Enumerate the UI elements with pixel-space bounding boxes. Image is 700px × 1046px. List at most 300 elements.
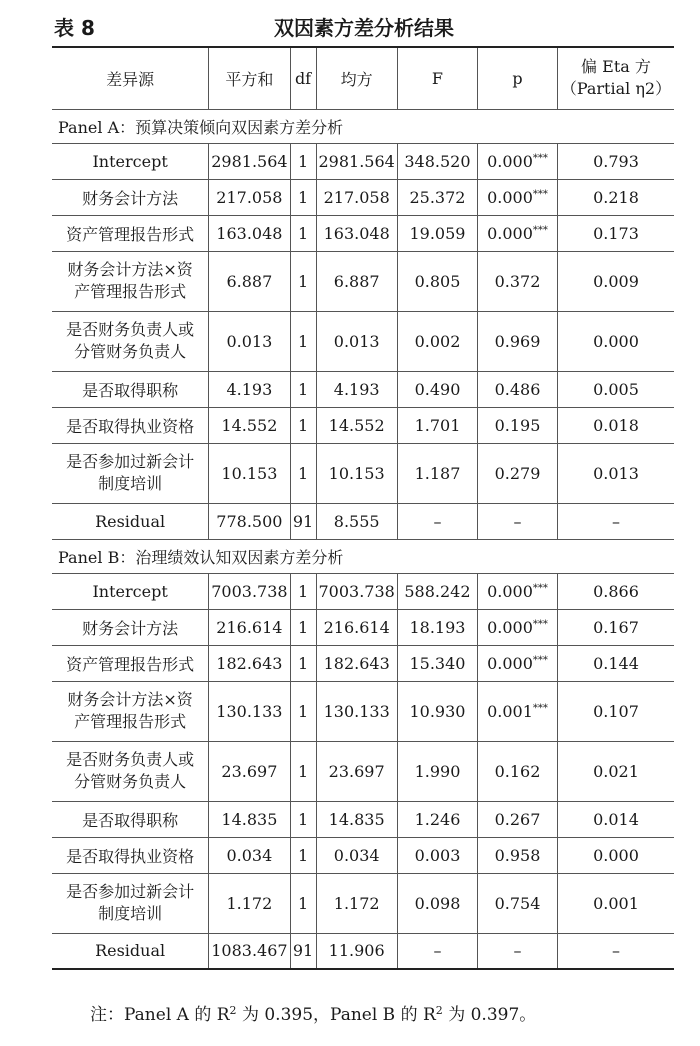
cell-f-value: 19.059 xyxy=(409,223,466,243)
cell-f xyxy=(397,311,477,371)
cell-eta xyxy=(557,873,674,933)
source-line1: 是否取得执业资格 xyxy=(66,416,195,436)
cell-ss-value: 130.133 xyxy=(216,701,283,721)
cell-df xyxy=(290,681,316,741)
table-row xyxy=(52,645,674,681)
cell-p-value: – xyxy=(513,941,522,961)
header-row xyxy=(52,47,674,109)
panel-title-row xyxy=(52,109,674,143)
cell-f xyxy=(397,837,477,873)
cell-eta-value: – xyxy=(611,511,620,531)
cell-df-value: 91 xyxy=(292,511,314,531)
source-line1: 资产管理报告形式 xyxy=(66,654,195,674)
significance-mark: *** xyxy=(532,188,548,200)
source-line1: 是否参加过新会计 xyxy=(66,882,195,901)
cell-p xyxy=(478,251,558,311)
source-line2: 制度培训 xyxy=(98,904,163,923)
cell-eta xyxy=(557,573,674,609)
source-line1: 是否取得职称 xyxy=(82,810,179,830)
cell-eta-value: 0.000 xyxy=(593,331,639,351)
cell-ss-value: 216.614 xyxy=(216,617,283,637)
cell-f-value: 0.002 xyxy=(414,331,461,351)
cell-ss xyxy=(209,933,290,969)
cell-ms xyxy=(316,837,397,873)
cell-p xyxy=(478,741,558,801)
header-df: df xyxy=(290,47,316,109)
table-caption xyxy=(54,8,674,44)
cell-f-value: 1.990 xyxy=(414,761,461,781)
cell-f-value: 25.372 xyxy=(409,187,466,207)
cell-eta xyxy=(557,311,674,371)
cell-p-value: 0.162 xyxy=(494,761,541,781)
cell-f-value: – xyxy=(433,511,442,531)
cell-df xyxy=(290,443,316,503)
cell-ms-value: 8.555 xyxy=(333,511,380,531)
cell-ms xyxy=(316,873,397,933)
cell-ss-value: 2981.564 xyxy=(211,151,288,171)
anova-table xyxy=(52,46,674,970)
cell-f xyxy=(397,143,477,179)
cell-p xyxy=(478,407,558,443)
cell-f-value: 588.242 xyxy=(404,581,471,601)
cell-ms xyxy=(316,251,397,311)
note-mid: 为 0.395，Panel B 的 R xyxy=(236,1005,436,1025)
cell-ms xyxy=(316,371,397,407)
cell-eta xyxy=(557,407,674,443)
cell-df-value: 1 xyxy=(297,223,309,243)
cell-eta-value: 0.107 xyxy=(593,701,639,721)
cell-df-value: 1 xyxy=(297,415,309,435)
cell-p-value: – xyxy=(513,511,522,531)
cell-p xyxy=(478,443,558,503)
table-body xyxy=(52,109,674,969)
cell-eta xyxy=(557,609,674,645)
cell-eta xyxy=(557,215,674,251)
cell-ms xyxy=(316,215,397,251)
cell-df xyxy=(290,933,316,969)
source-line1: 是否取得执业资格 xyxy=(66,846,195,866)
cell-ss-value: 0.034 xyxy=(226,845,273,865)
cell-df-value: 1 xyxy=(297,653,309,673)
source-line2: 产管理报告形式 xyxy=(74,282,187,301)
cell-f xyxy=(397,407,477,443)
cell-ss-value: 0.013 xyxy=(226,331,273,351)
cell-ss-value: 23.697 xyxy=(221,761,278,781)
cell-f xyxy=(397,251,477,311)
cell-f-value: 1.187 xyxy=(414,463,461,483)
cell-f xyxy=(397,873,477,933)
cell-f xyxy=(397,573,477,609)
source-line2: 分管财务负责人 xyxy=(74,342,187,361)
cell-eta-value: 0.144 xyxy=(593,653,639,673)
header-f: F xyxy=(397,47,477,109)
note-suffix: 为 0.397。 xyxy=(442,1005,537,1025)
cell-p xyxy=(478,371,558,407)
cell-df xyxy=(290,311,316,371)
cell-eta xyxy=(557,371,674,407)
cell-ss xyxy=(209,443,290,503)
table-row xyxy=(52,311,674,371)
header-source: 差异源 xyxy=(52,47,209,109)
cell-eta-value: 0.021 xyxy=(593,761,639,781)
cell-source xyxy=(52,371,209,407)
cell-df xyxy=(290,179,316,215)
significance-mark: *** xyxy=(532,224,548,236)
cell-ms xyxy=(316,741,397,801)
cell-ms xyxy=(316,503,397,539)
cell-eta-value: 0.167 xyxy=(593,617,639,637)
table-row xyxy=(52,873,674,933)
cell-eta-value: – xyxy=(611,941,620,961)
source-line1: 资产管理报告形式 xyxy=(66,224,195,244)
table-row xyxy=(52,407,674,443)
cell-ms-value: 0.034 xyxy=(333,845,380,865)
panel-title-row xyxy=(52,539,674,573)
cell-ms-value: 14.835 xyxy=(328,809,385,829)
cell-p xyxy=(478,933,558,969)
cell-source xyxy=(52,873,209,933)
cell-p-value: 0.000 xyxy=(487,653,533,673)
cell-df-value: 1 xyxy=(297,463,309,483)
cell-ss xyxy=(209,645,290,681)
cell-eta xyxy=(557,837,674,873)
cell-df xyxy=(290,503,316,539)
header-ms: 均方 xyxy=(316,47,397,109)
cell-df xyxy=(290,645,316,681)
note-sup-b: 2 xyxy=(435,1004,443,1017)
cell-ss-value: 217.058 xyxy=(216,187,283,207)
cell-f-value: 1.701 xyxy=(414,415,461,435)
cell-p-value: 0.754 xyxy=(494,893,541,913)
cell-eta xyxy=(557,443,674,503)
cell-ms xyxy=(316,407,397,443)
cell-ms xyxy=(316,681,397,741)
cell-f xyxy=(397,741,477,801)
cell-df xyxy=(290,371,316,407)
cell-ss-value: 778.500 xyxy=(216,511,283,531)
cell-p-value: 0.001 xyxy=(487,701,533,721)
cell-p xyxy=(478,311,558,371)
cell-eta xyxy=(557,645,674,681)
cell-ss xyxy=(209,681,290,741)
cell-eta-value: 0.000 xyxy=(593,845,639,865)
cell-eta xyxy=(557,933,674,969)
cell-eta-value: 0.001 xyxy=(593,893,639,913)
cell-df-value: 1 xyxy=(297,151,309,171)
cell-df xyxy=(290,215,316,251)
cell-f-value: 18.193 xyxy=(409,617,466,637)
table-row xyxy=(52,443,674,503)
table-row xyxy=(52,801,674,837)
cell-ss xyxy=(209,179,290,215)
cell-eta-value: 0.218 xyxy=(593,187,639,207)
source-line2: 分管财务负责人 xyxy=(74,772,187,791)
cell-df-value: 91 xyxy=(292,941,314,961)
cell-p xyxy=(478,873,558,933)
significance-mark: *** xyxy=(532,654,548,666)
cell-f-value: 10.930 xyxy=(409,701,466,721)
cell-ms xyxy=(316,311,397,371)
cell-ss-value: 10.153 xyxy=(221,463,278,483)
cell-df-value: 1 xyxy=(297,845,309,865)
cell-source xyxy=(52,573,209,609)
significance-mark: *** xyxy=(532,702,548,714)
cell-p-value: 0.372 xyxy=(494,271,541,291)
table-row xyxy=(52,837,674,873)
cell-p-value: 0.000 xyxy=(487,187,533,207)
cell-p-value: 0.958 xyxy=(494,845,541,865)
cell-source xyxy=(52,503,209,539)
cell-ms xyxy=(316,645,397,681)
cell-ms-value: 0.013 xyxy=(333,331,380,351)
cell-df-value: 1 xyxy=(297,761,309,781)
panel-title: Panel A：预算决策倾向双因素方差分析 xyxy=(52,109,674,143)
cell-f xyxy=(397,443,477,503)
cell-p-value: 0.486 xyxy=(494,379,541,399)
cell-p xyxy=(478,503,558,539)
cell-p xyxy=(478,179,558,215)
cell-source xyxy=(52,741,209,801)
source-line1: 是否参加过新会计 xyxy=(66,452,195,471)
cell-source xyxy=(52,179,209,215)
source-line1: 财务会计方法×资 xyxy=(67,260,193,279)
cell-ss xyxy=(209,573,290,609)
cell-p xyxy=(478,609,558,645)
table-row xyxy=(52,371,674,407)
cell-source xyxy=(52,681,209,741)
panel-title: Panel B：治理绩效认知双因素方差分析 xyxy=(52,539,674,573)
significance-mark: *** xyxy=(532,618,548,630)
cell-eta-value: 0.793 xyxy=(593,151,639,171)
cell-ms xyxy=(316,443,397,503)
cell-ms-value: 23.697 xyxy=(328,761,385,781)
cell-p-value: 0.195 xyxy=(494,415,541,435)
cell-ms xyxy=(316,143,397,179)
cell-ss-value: 14.835 xyxy=(221,809,278,829)
cell-df-value: 1 xyxy=(297,809,309,829)
cell-eta xyxy=(557,503,674,539)
table-row xyxy=(52,503,674,539)
cell-source xyxy=(52,311,209,371)
cell-df-value: 1 xyxy=(297,701,309,721)
cell-ss-value: 4.193 xyxy=(226,379,273,399)
cell-df xyxy=(290,143,316,179)
cell-f-value: 348.520 xyxy=(404,151,471,171)
cell-f xyxy=(397,681,477,741)
cell-source xyxy=(52,801,209,837)
cell-ms-value: 6.887 xyxy=(333,271,380,291)
cell-eta-value: 0.014 xyxy=(593,809,639,829)
cell-df-value: 1 xyxy=(297,379,309,399)
cell-ms-value: 11.906 xyxy=(328,941,385,961)
header-eta xyxy=(557,47,674,109)
table-row xyxy=(52,609,674,645)
cell-source xyxy=(52,933,209,969)
cell-source xyxy=(52,215,209,251)
cell-ss xyxy=(209,801,290,837)
cell-df xyxy=(290,741,316,801)
cell-eta-value: 0.018 xyxy=(593,415,639,435)
cell-ss xyxy=(209,311,290,371)
table-row xyxy=(52,251,674,311)
source-line1: Intercept xyxy=(92,151,168,171)
source-line1: 财务会计方法 xyxy=(82,618,179,638)
cell-ms-value: 2981.564 xyxy=(318,151,395,171)
cell-df-value: 1 xyxy=(297,893,309,913)
cell-f xyxy=(397,179,477,215)
cell-p-value: 0.000 xyxy=(487,581,533,601)
source-line1: 财务会计方法 xyxy=(82,188,179,208)
cell-ms-value: 10.153 xyxy=(328,463,385,483)
cell-eta-value: 0.173 xyxy=(593,223,639,243)
cell-f-value: 0.003 xyxy=(414,845,461,865)
table-row xyxy=(52,573,674,609)
cell-ms-value: 14.552 xyxy=(328,415,385,435)
table-row xyxy=(52,933,674,969)
source-line2: 制度培训 xyxy=(98,474,163,493)
cell-eta xyxy=(557,143,674,179)
cell-ss xyxy=(209,837,290,873)
cell-source xyxy=(52,837,209,873)
cell-ss xyxy=(209,503,290,539)
cell-f-value: 0.098 xyxy=(414,893,461,913)
cell-df xyxy=(290,801,316,837)
cell-ss xyxy=(209,371,290,407)
source-line2: 产管理报告形式 xyxy=(74,712,187,731)
cell-ms-value: 130.133 xyxy=(323,701,390,721)
table-row xyxy=(52,681,674,741)
cell-df xyxy=(290,837,316,873)
significance-mark: *** xyxy=(532,582,548,594)
cell-eta xyxy=(557,801,674,837)
cell-eta-value: 0.005 xyxy=(593,379,639,399)
table-row xyxy=(52,215,674,251)
cell-p-value: 0.000 xyxy=(487,223,533,243)
cell-ss-value: 182.643 xyxy=(216,653,283,673)
header-eta-line1: 偏 Eta 方 xyxy=(581,57,651,77)
cell-df-value: 1 xyxy=(297,617,309,637)
table-row xyxy=(52,143,674,179)
table-label: 表 8 xyxy=(54,16,95,40)
cell-f-value: 0.805 xyxy=(414,271,461,291)
cell-eta-value: 0.009 xyxy=(593,271,639,291)
source-line1: 财务会计方法×资 xyxy=(67,690,193,709)
cell-ss-value: 7003.738 xyxy=(211,581,288,601)
cell-eta xyxy=(557,179,674,215)
cell-f xyxy=(397,801,477,837)
cell-source xyxy=(52,609,209,645)
cell-f xyxy=(397,933,477,969)
cell-source xyxy=(52,251,209,311)
cell-p xyxy=(478,573,558,609)
source-line1: Intercept xyxy=(92,581,168,601)
cell-p-value: 0.000 xyxy=(487,151,533,171)
source-line1: Residual xyxy=(95,511,166,531)
cell-ss-value: 1.172 xyxy=(226,893,273,913)
cell-df-value: 1 xyxy=(297,331,309,351)
cell-p xyxy=(478,837,558,873)
cell-p xyxy=(478,143,558,179)
cell-source xyxy=(52,645,209,681)
cell-eta xyxy=(557,251,674,311)
cell-f xyxy=(397,503,477,539)
cell-f xyxy=(397,215,477,251)
cell-ms-value: 7003.738 xyxy=(318,581,395,601)
cell-ss-value: 6.887 xyxy=(226,271,273,291)
cell-ss xyxy=(209,407,290,443)
cell-ss-value: 163.048 xyxy=(216,223,283,243)
note-prefix: 注：Panel A 的 R xyxy=(90,1005,230,1025)
cell-ms-value: 1.172 xyxy=(333,893,380,913)
cell-ss xyxy=(209,609,290,645)
cell-source xyxy=(52,143,209,179)
cell-ms-value: 216.614 xyxy=(323,617,390,637)
cell-ss xyxy=(209,873,290,933)
cell-p xyxy=(478,681,558,741)
cell-ms-value: 163.048 xyxy=(323,223,390,243)
source-line1: 是否财务负责人或 xyxy=(66,320,195,339)
cell-f xyxy=(397,645,477,681)
source-line1: 是否取得职称 xyxy=(82,380,179,400)
header-p: p xyxy=(478,47,558,109)
cell-source xyxy=(52,407,209,443)
source-line1: 是否财务负责人或 xyxy=(66,750,195,769)
cell-p-value: 0.279 xyxy=(494,463,541,483)
cell-df xyxy=(290,251,316,311)
cell-df xyxy=(290,407,316,443)
header-ss: 平方和 xyxy=(209,47,290,109)
table-row xyxy=(52,179,674,215)
cell-ss-value: 1083.467 xyxy=(211,941,288,961)
cell-ms xyxy=(316,573,397,609)
cell-p xyxy=(478,645,558,681)
cell-ss xyxy=(209,741,290,801)
header-eta-line2: （Partial η2） xyxy=(560,79,672,99)
cell-source xyxy=(52,443,209,503)
cell-f xyxy=(397,609,477,645)
cell-ms xyxy=(316,801,397,837)
note-sup-a: 2 xyxy=(229,1004,237,1017)
cell-ms xyxy=(316,933,397,969)
cell-f-value: 15.340 xyxy=(409,653,466,673)
cell-ms-value: 217.058 xyxy=(323,187,390,207)
cell-f-value: 1.246 xyxy=(414,809,461,829)
cell-eta xyxy=(557,681,674,741)
significance-mark: *** xyxy=(532,152,548,164)
cell-eta-value: 0.866 xyxy=(593,581,639,601)
cell-eta xyxy=(557,741,674,801)
cell-p-value: 0.267 xyxy=(494,809,541,829)
cell-df-value: 1 xyxy=(297,581,309,601)
cell-p xyxy=(478,801,558,837)
cell-df xyxy=(290,573,316,609)
cell-ms-value: 4.193 xyxy=(333,379,380,399)
table-note xyxy=(90,1000,536,1025)
cell-df-value: 1 xyxy=(297,271,309,291)
cell-ss xyxy=(209,215,290,251)
cell-ms xyxy=(316,179,397,215)
cell-df-value: 1 xyxy=(297,187,309,207)
table-row xyxy=(52,741,674,801)
cell-ss xyxy=(209,251,290,311)
cell-ss xyxy=(209,143,290,179)
cell-ms-value: 182.643 xyxy=(323,653,390,673)
cell-p-value: 0.000 xyxy=(487,617,533,637)
cell-f-value: – xyxy=(433,941,442,961)
cell-ss-value: 14.552 xyxy=(221,415,278,435)
source-line1: Residual xyxy=(95,941,166,961)
cell-ms xyxy=(316,609,397,645)
